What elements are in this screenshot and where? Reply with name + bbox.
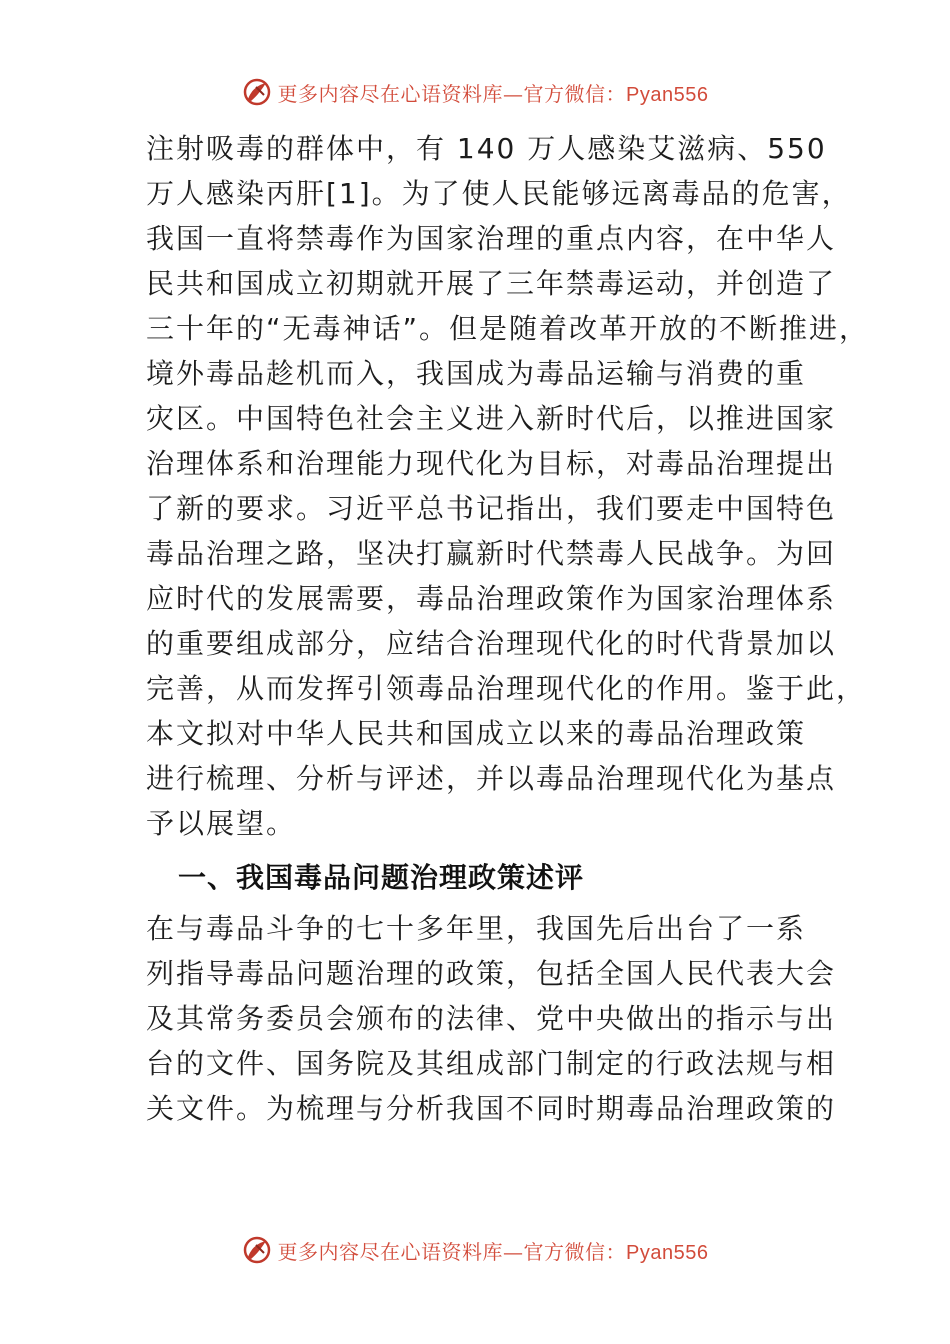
text-line: 万人感染丙肝[1]。为了使人民能够远离毒品的危害，	[146, 177, 852, 210]
text-line: 三十年的“无毒神话”。但是随着改革开放的不断推进，	[146, 312, 870, 345]
text-line: 台的文件、国务院及其组成部门制定的行政法规与相	[146, 1047, 837, 1080]
text-line: 注射吸毒的群体中，有 140 万人感染艾滋病、550	[146, 132, 827, 165]
paragraph-policy	[146, 906, 837, 1131]
wechat-id: Pyan556	[626, 1241, 709, 1264]
text-line: 及其常务委员会颁布的法律、党中央做出的指示与出	[146, 1002, 837, 1035]
paragraph-intro	[146, 126, 870, 846]
text-line: 应时代的发展需要，毒品治理政策作为国家治理体系	[146, 582, 837, 615]
section-heading: 一、我国毒品问题治理政策述评	[178, 861, 585, 894]
footer-banner	[0, 1228, 950, 1272]
text-line: 进行梳理、分析与评述，并以毒品治理现代化为基点	[146, 762, 837, 795]
text-line: 灾区。中国特色社会主义进入新时代后，以推进国家	[146, 402, 837, 435]
text-line: 的重要组成部分，应结合治理现代化的时代背景加以	[146, 627, 837, 660]
text-line: 毒品治理之路，坚决打赢新时代禁毒人民战争。为回	[146, 537, 837, 570]
text-line: 在与毒品斗争的七十多年里，我国先后出台了一系	[146, 912, 807, 945]
banner-text: 更多内容尽在心语资料库—官方微信：Pyan556	[277, 1239, 709, 1264]
text-line: 完善，从而发挥引领毒品治理现代化的作用。鉴于此，	[146, 672, 867, 705]
text-line: 本文拟对中华人民共和国成立以来的毒品治理政策	[146, 717, 807, 750]
text-line: 关文件。为梳理与分析我国不同时期毒品治理政策的	[146, 1092, 837, 1125]
text-line: 治理体系和治理能力现代化为目标，对毒品治理提出	[146, 447, 837, 480]
banner-text: 更多内容尽在心语资料库—官方微信：Pyan556	[277, 81, 709, 106]
document-body	[146, 126, 870, 1131]
text-line: 我国一直将禁毒作为国家治理的重点内容，在中华人	[146, 222, 837, 255]
text-line: 列指导毒品问题治理的政策，包括全国人民代表大会	[146, 957, 837, 990]
text-line: 了新的要求。习近平总书记指出，我们要走中国特色	[146, 492, 837, 525]
library-logo-icon	[242, 77, 272, 107]
text-line: 民共和国成立初期就开展了三年禁毒运动，并创造了	[146, 267, 837, 300]
text-line: 予以展望。	[146, 807, 297, 840]
library-logo-icon	[242, 1235, 272, 1265]
text-line: 境外毒品趁机而入，我国成为毒品运输与消费的重	[146, 357, 807, 390]
header-banner	[0, 70, 950, 114]
wechat-id: Pyan556	[626, 83, 709, 106]
